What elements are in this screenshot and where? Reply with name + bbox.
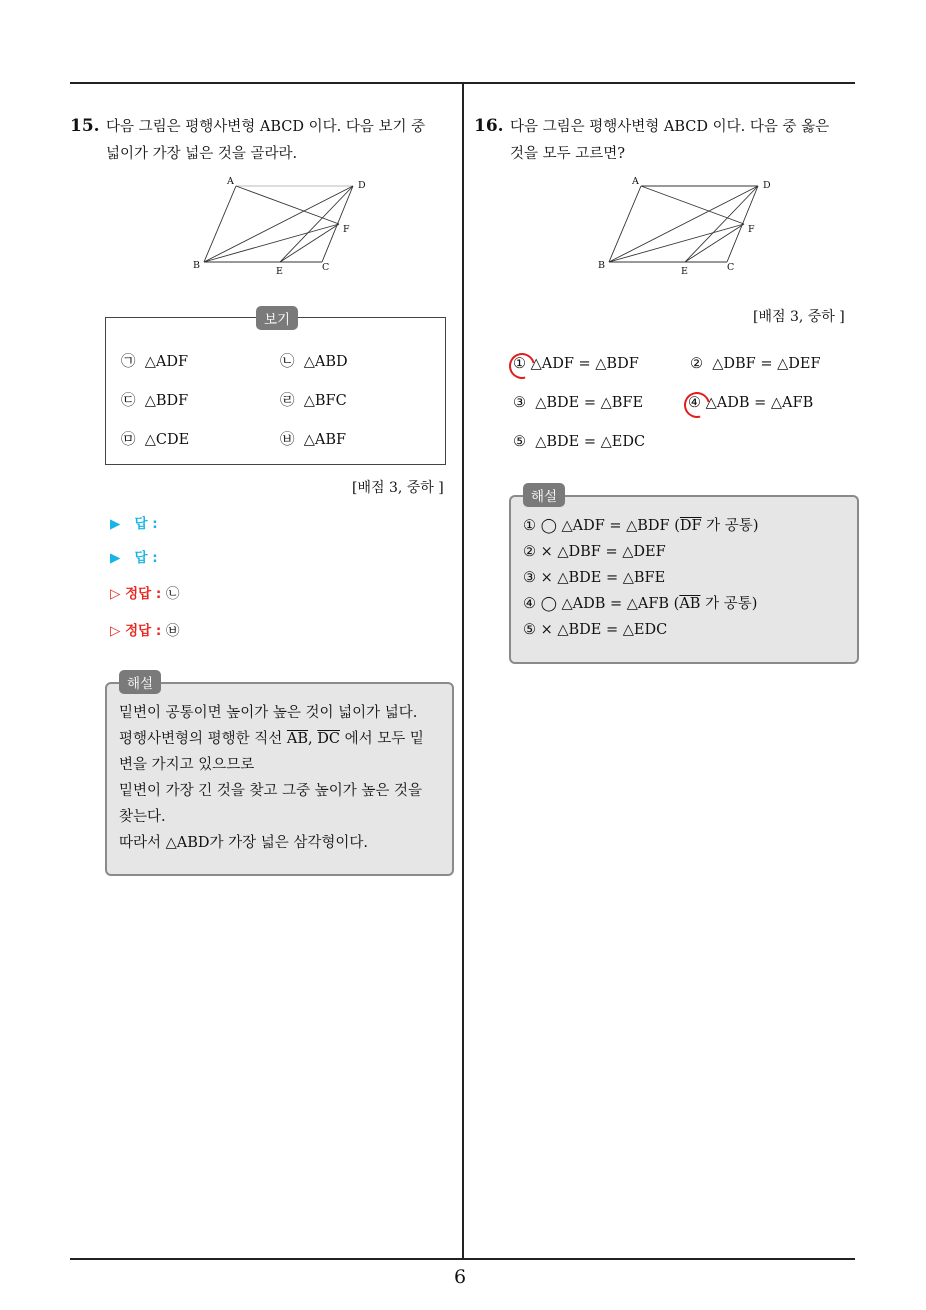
q15-text-line1: 다음 그림은 평행사변형 ABCD 이다. 다음 보기 중 <box>106 119 426 135</box>
q16-number: 16. <box>474 116 504 136</box>
q15-bogi-item <box>121 428 189 449</box>
bogi-mark: ㉤ <box>121 432 136 448</box>
bogi-mark: ㉠ <box>121 354 136 370</box>
q16-expl-line: ③ × △BDE = △BFE <box>523 570 666 586</box>
q16-text-line2: 것을 모두 고르면? <box>510 146 626 162</box>
q16-fig-label-f: F <box>748 224 755 235</box>
option-text: △ADF = △BDF <box>530 356 639 372</box>
q15-expl-line: 따라서 △ABD가 가장 넓은 삼각형이다. <box>119 835 369 851</box>
q16-fig-label-a: A <box>632 176 639 187</box>
correct-value: ㉥ <box>165 623 180 639</box>
bogi-mark: ㉡ <box>280 354 295 370</box>
q15-answer-row-2 <box>110 546 158 566</box>
q15-number: 15. <box>70 116 100 136</box>
answer-label: 답 : <box>134 550 158 566</box>
play-icon: ▶ <box>110 516 121 532</box>
bogi-mark: ㉣ <box>280 393 295 409</box>
expl-text: 가 공통) <box>701 518 759 534</box>
q15-expl-line: 변을 가지고 있으므로 <box>119 757 255 773</box>
q15-bogi-item <box>280 389 347 410</box>
option-number: ③ <box>513 395 526 411</box>
play-icon: ▶ <box>110 550 121 566</box>
q15-explanation-box <box>105 682 454 876</box>
outline-play-icon: ▷ <box>110 623 121 639</box>
expl-text: 에서 모두 밑 <box>340 731 424 747</box>
segment-ab: $\overline{AB}$ <box>286 731 309 747</box>
segment-ab: $\overline{AB}$ <box>679 596 701 612</box>
correct-value: ㉡ <box>165 586 180 602</box>
column-divider <box>462 82 464 1259</box>
bogi-label: △BDF <box>144 393 189 409</box>
q15-expl-line <box>119 726 424 752</box>
bogi-label: △ADF <box>144 354 189 370</box>
correct-label: 정답 : <box>125 623 162 639</box>
q16-fig-label-c: C <box>727 262 735 273</box>
bogi-mark: ㉥ <box>280 432 295 448</box>
bogi-label: △CDE <box>144 432 190 448</box>
page-number: 6 <box>454 1266 467 1288</box>
expl-text: 평행사변형의 평행한 직선 <box>119 731 287 747</box>
q15-answer-row-1 <box>110 512 158 532</box>
q15-expl-line: 밑변이 가장 긴 것을 찾고 그중 높이가 높은 것을 <box>119 783 423 799</box>
option-text: △DBF = △DEF <box>712 356 821 372</box>
q15-bogi-item <box>121 389 188 410</box>
q15-score: [배점 3, 중하 ] <box>352 480 444 496</box>
bogi-label: △ABD <box>303 354 348 370</box>
selected-mark-circle-4 <box>679 387 715 423</box>
option-text: △ADB = △AFB <box>705 395 814 411</box>
q15-haeseol-tag: 해설 <box>119 670 161 694</box>
expl-text: , <box>308 731 318 747</box>
option-number: ① <box>513 356 526 372</box>
q16-fig-label-b: B <box>598 260 605 271</box>
bogi-mark: ㉢ <box>121 393 136 409</box>
q15-fig-label-c: C <box>322 262 330 273</box>
answer-label: 답 : <box>134 516 158 532</box>
correct-label: 정답 : <box>125 586 162 602</box>
q15-expl-line: 찾는다. <box>119 809 166 825</box>
q16-option-3 <box>513 395 643 411</box>
q15-bogi-item <box>121 350 188 371</box>
q16-parallelogram-figure <box>590 172 780 280</box>
q16-fig-label-e: E <box>681 266 688 277</box>
q16-expl-line <box>523 513 758 539</box>
q15-parallelogram-figure <box>185 172 375 280</box>
q16-expl-line: ⑤ × △BDE = △EDC <box>523 622 668 638</box>
q16-expl-line: ② × △DBF = △DEF <box>523 544 666 560</box>
q15-text-line2: 넓이가 가장 넓은 것을 골라라. <box>106 146 298 162</box>
q15-bogi-item <box>280 428 346 449</box>
selected-mark-circle-1 <box>504 348 540 384</box>
bogi-label: △ABF <box>303 432 347 448</box>
expl-text: ④ ◯ △ADB = △AFB ( <box>523 596 680 612</box>
q15-correct-row-2 <box>110 619 179 639</box>
q16-text-line1: 다음 그림은 평행사변형 ABCD 이다. 다음 중 옳은 <box>510 119 830 135</box>
q15-fig-label-f: F <box>343 224 350 235</box>
q16-haeseol-tag: 해설 <box>523 483 565 507</box>
option-number: ⑤ <box>513 434 526 450</box>
q16-explanation-box <box>509 495 859 664</box>
q16-option-2 <box>690 356 821 372</box>
q15-fig-label-e: E <box>276 266 283 277</box>
option-text: △BDE = △EDC <box>535 434 646 450</box>
q15-correct-row-1 <box>110 582 179 602</box>
bottom-rule <box>70 1258 855 1260</box>
q16-fig-label-d: D <box>763 180 771 191</box>
q16-option-5 <box>513 434 645 450</box>
q15-fig-label-d: D <box>358 180 366 191</box>
bogi-label: △BFC <box>303 393 347 409</box>
q15-bogi-item <box>280 350 348 371</box>
q16-score: [배점 3, 중하 ] <box>753 309 845 325</box>
q15-fig-label-b: B <box>193 260 200 271</box>
expl-text: ① ◯ △ADF = △BDF ( <box>523 518 680 534</box>
segment-df: $\overline{DF}$ <box>679 518 702 534</box>
q16-expl-line <box>523 591 758 617</box>
option-number: ② <box>690 356 703 372</box>
q15-bogi-tag: 보기 <box>256 306 298 330</box>
expl-text: 가 공통) <box>700 596 758 612</box>
q15-expl-line: 밑변이 공통이면 높이가 높은 것이 넓이가 넓다. <box>119 705 418 721</box>
option-number: ④ <box>688 395 701 411</box>
segment-dc: $\overline{DC}$ <box>317 731 340 747</box>
outline-play-icon: ▷ <box>110 586 121 602</box>
option-text: △BDE = △BFE <box>535 395 644 411</box>
q15-fig-label-a: A <box>227 176 234 187</box>
